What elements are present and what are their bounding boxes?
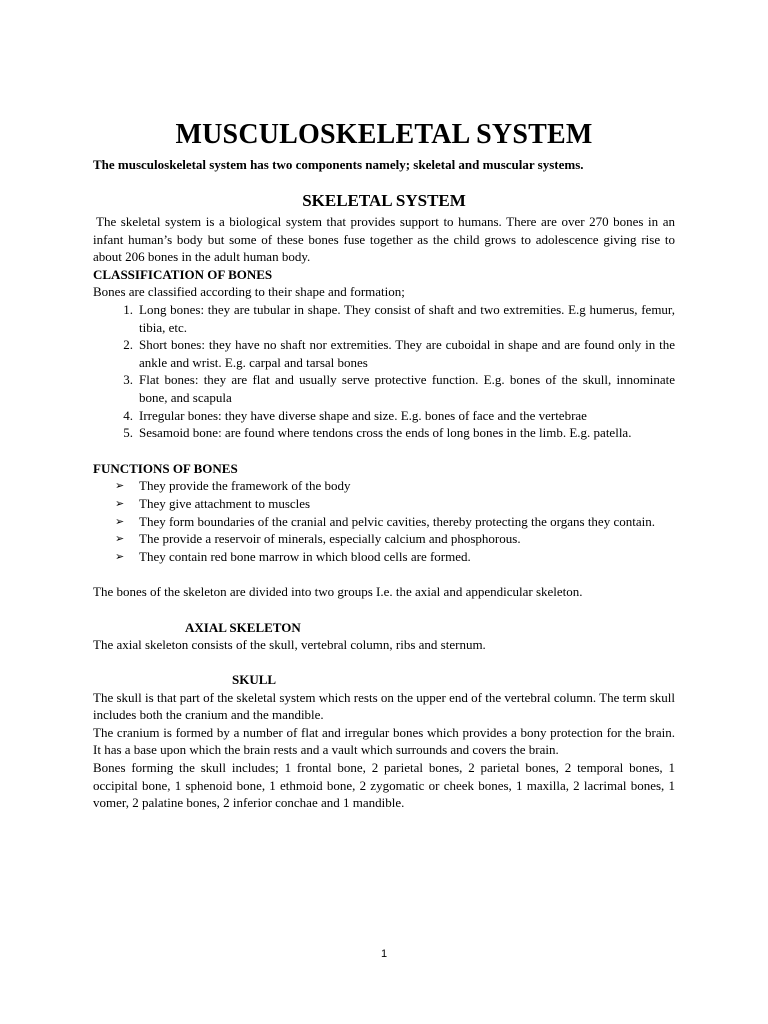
list-item-text: The provide a reservoir of minerals, especially calcium and phosphorous.: [139, 531, 521, 547]
list-item-text: They provide the framework of the body: [139, 478, 351, 494]
list-item: [123, 407, 675, 425]
classification-heading: CLASSIFICATION OF BONES: [93, 266, 273, 282]
skull-heading: SKULL: [232, 672, 277, 688]
list-item: [115, 477, 675, 495]
skeleton-groups-paragraph: The bones of the skeleton are divided into two groups I.e. the axial and appendicular skeleton.: [93, 584, 583, 600]
classification-list: [93, 301, 675, 442]
skeletal-intro-paragraph: The skeletal system is a biological system that provides support to humans. There are over 270 bones in an infant human’s body but some of these bones fuse together as the child grows to adolescence giving rise to about 206 bones in the adult human body.: [93, 214, 675, 265]
list-item-text: They form boundaries of the cranial and pelvic cavities, thereby protecting the organs they contain.: [139, 513, 655, 529]
skull-bones-paragraph: Bones forming the skull includes; 1 frontal bone, 2 parietal bones, 2 parietal bones, 2 temporal bones, 1 occipital bone, 1 sphenoid bone, 1 ethmoid bone, 2 zygomatic or cheek bones, 1 maxilla, 2 lacrimal bones, 1 vomer, 2 palatine bones, 2 inferior conchae and 1 mandible.: [93, 760, 675, 811]
list-item-text: Short bones: they have no shaft nor extremities. They are cuboidal in shape and are found only in the ankle and wrist. E.g. carpal and tarsal bones: [139, 337, 675, 370]
document-page: [93, 118, 675, 812]
functions-list: [93, 477, 675, 565]
list-item-text: They contain red bone marrow in which blood cells are formed.: [139, 548, 471, 564]
list-item-text: Long bones: they are tubular in shape. They consist of shaft and two extremities. E.g humerus, femur, tibia, etc.: [139, 301, 675, 335]
list-number: 3.: [123, 372, 133, 388]
list-item: [115, 530, 675, 548]
list-item: [115, 548, 675, 566]
list-number: 2.: [123, 337, 133, 353]
list-item: [115, 513, 675, 531]
arrow-bullet-icon: ➢: [115, 514, 125, 528]
list-number: 4.: [123, 407, 133, 423]
axial-skeleton-paragraph: The axial skeleton consists of the skull, vertebral column, ribs and sternum.: [93, 637, 486, 653]
list-item: [115, 495, 675, 513]
list-item: [123, 336, 675, 371]
arrow-bullet-icon: ➢: [115, 479, 125, 493]
functions-heading: FUNCTIONS OF BONES: [93, 460, 238, 476]
classification-lead: Bones are classified according to their shape and formation;: [93, 284, 405, 300]
list-item-text: Irregular bones: they have diverse shape and size. E.g. bones of face and the vertebrae: [139, 407, 587, 423]
skeletal-system-heading: SKELETAL SYSTEM: [302, 191, 466, 210]
list-item: [123, 301, 675, 336]
list-item: [123, 371, 675, 406]
arrow-bullet-icon: ➢: [115, 496, 125, 510]
arrow-bullet-icon: ➢: [115, 532, 125, 546]
list-item-text: Flat bones: they are flat and usually serve protective function. E.g. bones of the skull, innominate bone, and scapula: [139, 372, 675, 405]
cranium-paragraph: The cranium is formed by a number of flat and irregular bones which provides a bony protection for the brain. It has a base upon which the brain rests and a vault which surrounds and covers the brain.: [93, 724, 675, 758]
list-item-text: They give attachment to muscles: [139, 495, 311, 511]
list-item: [123, 424, 675, 442]
list-number: 1.: [123, 301, 133, 317]
list-item-text: Sesamoid bone: are found where tendons cross the ends of long bones in the limb. E.g. patella.: [139, 425, 632, 441]
list-number: 5.: [123, 425, 133, 441]
arrow-bullet-icon: ➢: [115, 549, 125, 563]
page-number: 1: [380, 948, 388, 960]
page-title: MUSCULOSKELETAL SYSTEM: [175, 119, 593, 150]
skull-paragraph: The skull is that part of the skeletal system which rests on the upper end of the vertebral column. The term skull includes both the cranium and the mandible.: [93, 689, 675, 723]
page-subtitle: The musculoskeletal system has two components namely; skeletal and muscular systems.: [93, 157, 584, 172]
axial-skeleton-heading: AXIAL SKELETON: [185, 619, 301, 635]
